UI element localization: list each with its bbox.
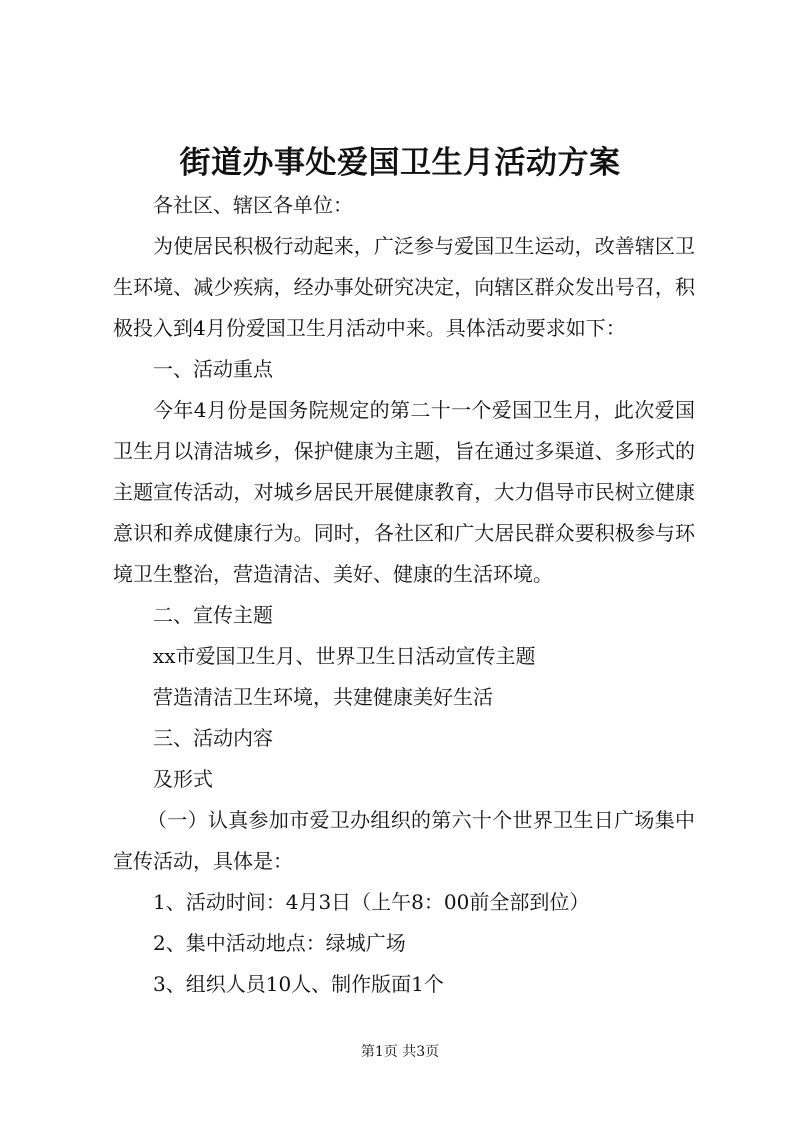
list-item-location: 2、集中活动地点：绿城广场 bbox=[153, 931, 406, 955]
section-heading-content-cont: 及形式 bbox=[153, 767, 213, 791]
focus-paragraph: 今年4月份是国务院规定的第二十一个爱国卫生月，此次爱国卫生月以清洁城乡，保护健康为主题，旨在通过多渠道、多形式的主题宣传活动，对城乡居民开展健康教育，大力倡导市民树立健康意识和养成健康行为。同时，各社区和广大居民群众要积极参与环境卫生整治，营造清洁、美好、健康的生活环境。 bbox=[113, 398, 695, 586]
section-heading-theme: 二、宣传主题 bbox=[153, 603, 273, 627]
page-number-footer: 第1页 共3页 bbox=[360, 1044, 440, 1060]
theme-line-2: 营造清洁卫生环境，共建健康美好生活 bbox=[153, 685, 493, 709]
section-heading-content: 三、活动内容 bbox=[153, 726, 273, 750]
salutation: 各社区、辖区各单位： bbox=[153, 193, 353, 217]
document-title: 街道办事处爱国卫生月活动方案 bbox=[179, 145, 621, 181]
document-body bbox=[113, 185, 695, 1005]
list-item-staff: 3、组织人员10人、制作版面1个 bbox=[153, 972, 444, 996]
theme-line-1: xx市爱国卫生月、世界卫生日活动宣传主题 bbox=[153, 644, 536, 668]
item-one-paragraph: （一）认真参加市爱卫办组织的第六十个世界卫生日广场集中宣传活动，具体是： bbox=[113, 808, 695, 873]
list-item-time: 1、活动时间：4月3日（上午8：00前全部到位） bbox=[153, 890, 590, 914]
section-heading-focus: 一、活动重点 bbox=[153, 357, 273, 381]
intro-paragraph: 为使居民积极行动起来，广泛参与爱国卫生运动，改善辖区卫生环境、减少疾病，经办事处研究决定，向辖区群众发出号召，积极投入到4月份爱国卫生月活动中来。具体活动要求如下： bbox=[113, 234, 695, 340]
